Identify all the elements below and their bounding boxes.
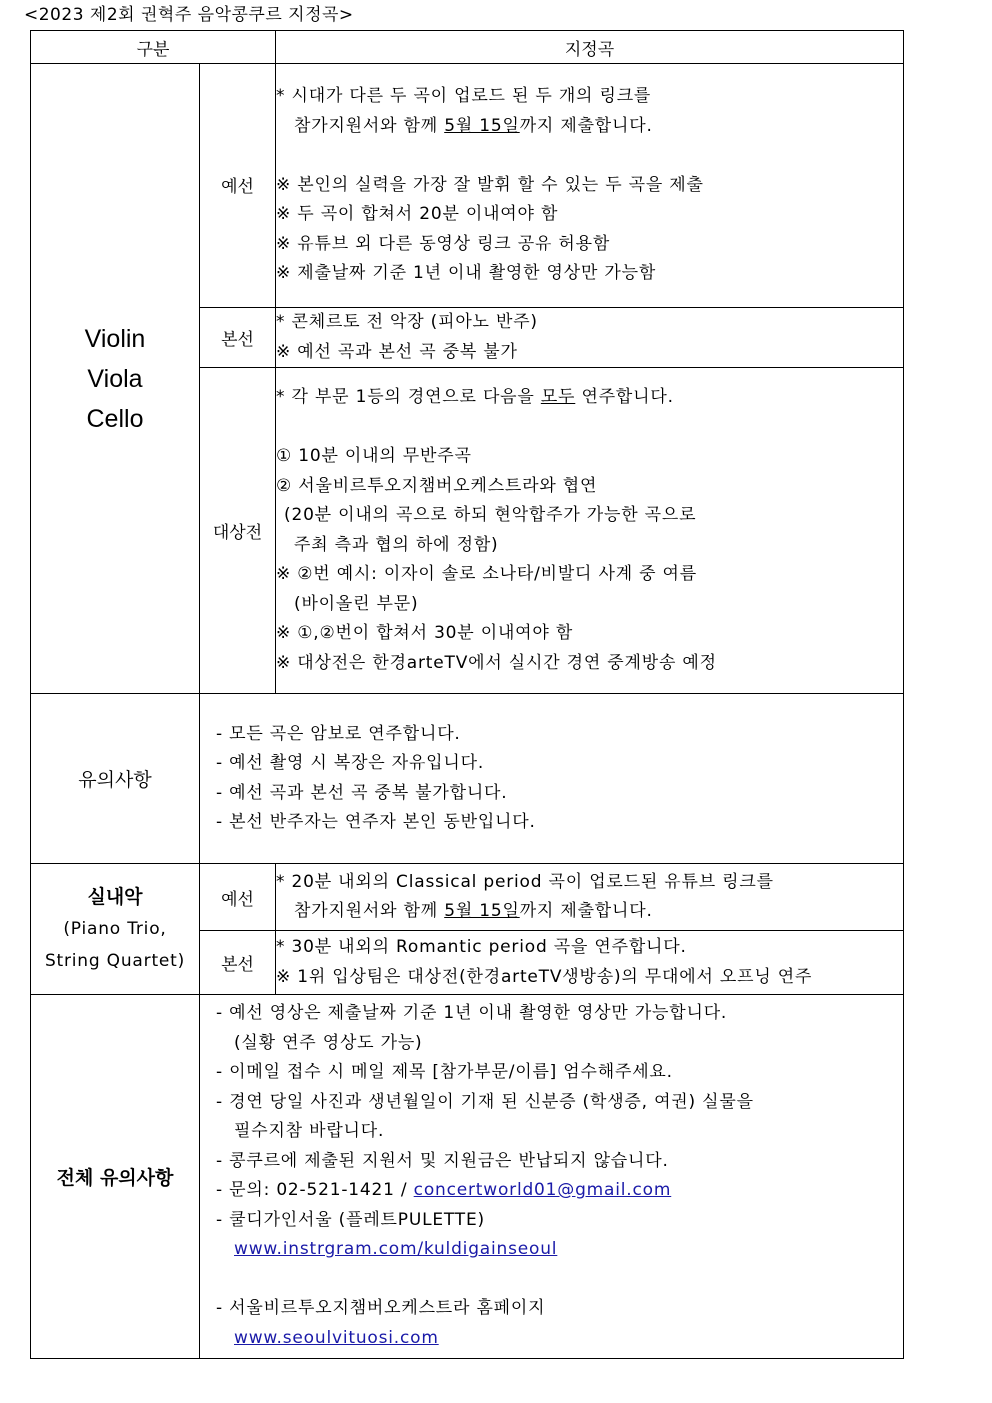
- text-line: (20분 이내의 곡으로 하되 현악합주가 가능한 곡으로: [284, 505, 697, 525]
- general-content: [200, 995, 904, 1359]
- text-line: - 이메일 접수 시 메일 제목 [참가부문/이름] 엄수해주세요.: [216, 1062, 673, 1082]
- strings-category: [31, 64, 200, 694]
- strings-grand-content: [276, 368, 904, 694]
- text-line: * 각 부문 1등의 경연으로 다음을 모두 연주합니다.: [276, 387, 674, 407]
- text-line: - 모든 곡은 암보로 연주합니다.: [216, 723, 461, 744]
- blank-line: [276, 141, 903, 171]
- strings-main-label: 본선: [200, 308, 276, 368]
- strings-prelim-label: 예선: [200, 64, 276, 308]
- category-viola: Viola: [87, 364, 143, 393]
- blank-line: [276, 413, 903, 443]
- chamber-main-label: 본선: [200, 931, 276, 995]
- category-violin: Violin: [84, 324, 146, 353]
- blank-line: [216, 1265, 903, 1295]
- text-line: - 서울비르투오지챔버오케스트라 홈페이지: [216, 1298, 546, 1318]
- notice-content: [200, 694, 904, 864]
- chamber-sub1: (Piano Trio,: [63, 919, 167, 939]
- text-line: ※ 1위 입상팀은 대상전(한경arteTV생방송)의 무대에서 오프닝 연주: [276, 966, 813, 987]
- text-line: * 30분 내외의 Romantic period 곡을 연주합니다.: [276, 937, 687, 957]
- text-line: 참가지원서와 함께 5월 15일까지 제출합니다.: [294, 901, 653, 921]
- header-repertoire: 지정곡: [276, 31, 904, 64]
- text-line: (실황 연주 영상도 가능): [234, 1032, 423, 1053]
- text-line: ※ 대상전은 한경arteTV에서 실시간 경연 중계방송 예정: [276, 652, 717, 673]
- text-line: * 콘체르토 전 악장 (피아노 반주): [276, 312, 538, 332]
- text-line: ② 서울비르투오지챔버오케스트라와 협연: [276, 475, 598, 496]
- notice-label: 유의사항: [31, 694, 200, 864]
- note-line: ※ 본인의 실력을 가장 잘 발휘 할 수 있는 두 곡을 제출: [276, 174, 704, 195]
- chamber-main-content: [276, 931, 904, 995]
- emphasis-all: 모두: [540, 387, 576, 407]
- text-line: ① 10분 이내의 무반주곡: [276, 446, 472, 466]
- email-link[interactable]: concertworld01@gmail.com: [413, 1180, 672, 1200]
- general-row: [31, 995, 904, 1359]
- text-line: * 시대가 다른 두 곡이 업로드 된 두 개의 링크를: [276, 86, 652, 107]
- text-line: 필수지참 바랍니다.: [234, 1121, 385, 1141]
- deadline-date: 5월 15일: [444, 115, 520, 136]
- document-title: <2023 제2회 권혁주 음악콩쿠르 지정곡>: [24, 5, 354, 25]
- link-line: [216, 1324, 903, 1354]
- repertoire-table: [30, 30, 904, 1359]
- link-line: [216, 1235, 903, 1265]
- header-row: [31, 31, 904, 64]
- text-line: - 콩쿠르에 제출된 지원서 및 지원금은 반납되지 않습니다.: [216, 1150, 669, 1171]
- text-line: - 예선 곡과 본선 곡 중복 불가합니다.: [216, 782, 508, 803]
- instagram-link[interactable]: www.instrgram.com/kuldigainseoul: [234, 1239, 558, 1259]
- text-line: - 경연 당일 사진과 생년월일이 기재 된 신분증 (학생증, 여권) 실물을: [216, 1091, 754, 1112]
- chamber-label: 실내악: [87, 886, 143, 908]
- chamber-prelim-content: [276, 864, 904, 931]
- note-line: ※ 제출날짜 기준 1년 이내 촬영한 영상만 가능함: [276, 263, 657, 284]
- strings-main-content: [276, 308, 904, 368]
- chamber-category: [31, 864, 200, 995]
- chamber-sub2: String Quartet): [44, 951, 186, 971]
- category-cello: Cello: [86, 404, 144, 433]
- header-category: 구분: [31, 31, 276, 64]
- chamber-prelim-label: 예선: [200, 864, 276, 931]
- text-line: ※ ②번 예시: 이자이 솔로 소나타/비발디 사계 중 여름: [276, 564, 698, 584]
- contact-line: - 문의: 02-521-1421 / concertworld01@gmail.com: [216, 1180, 672, 1200]
- text-line: ※ ①,②번이 합쳐서 30분 이내여야 함: [276, 623, 574, 643]
- text-line: - 예선 영상은 제출날짜 기준 1년 이내 촬영한 영상만 가능합니다.: [216, 1003, 728, 1023]
- homepage-link[interactable]: www.seoulvituosi.com: [234, 1327, 439, 1348]
- general-label: 전체 유의사항: [31, 995, 200, 1359]
- text-line: - 예선 촬영 시 복장은 자유입니다.: [216, 753, 485, 773]
- text-line: - 쿨디가인서울 (플레트PULETTE): [216, 1209, 485, 1230]
- chamber-prelim-row: [31, 864, 904, 931]
- strings-prelim-content: [276, 64, 904, 308]
- text-line: 참가지원서와 함께 5월 15일까지 제출합니다.: [294, 115, 653, 136]
- text-line: (바이올린 부문): [294, 593, 419, 614]
- text-line: 주최 측과 협의 하에 정함): [294, 534, 499, 555]
- deadline-date: 5월 15일: [444, 901, 520, 921]
- text-line: ※ 예선 곡과 본선 곡 중복 불가: [276, 341, 518, 362]
- note-line: ※ 두 곡이 합쳐서 20분 이내여야 함: [276, 204, 559, 225]
- strings-grand-label: 대상전: [200, 368, 276, 694]
- text-line: - 본선 반주자는 연주자 본인 동반입니다.: [216, 812, 536, 832]
- strings-prelim-row: [31, 64, 904, 308]
- notice-row: [31, 694, 904, 864]
- note-line: ※ 유튜브 외 다른 동영상 링크 공유 허용함: [276, 233, 611, 254]
- text-line: * 20분 내외의 Classical period 곡이 업로드된 유튜브 링크를: [276, 871, 774, 892]
